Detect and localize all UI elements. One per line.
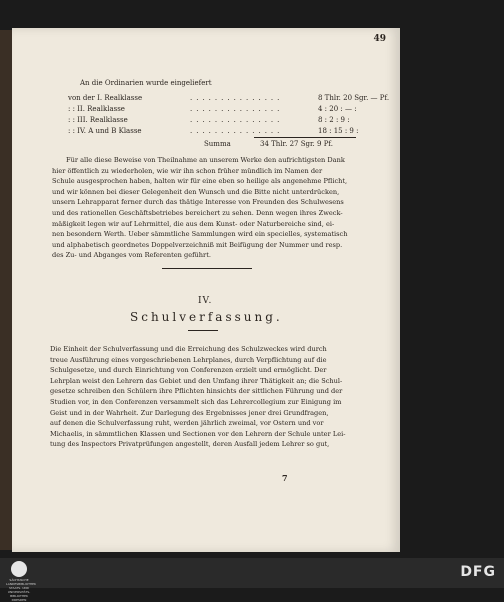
text-line: Michaelis, in sämmtlichen Klassen und Sectionen vor den Lehrern der Schule unter Lei- <box>50 429 346 438</box>
text-line: Geist und in der Wahrheit. Zur Darlegung des Ergebnisses jener drei Grundfragen, <box>50 408 329 417</box>
intro-line: An die Ordinarien wurde eingeliefert <box>80 79 212 87</box>
text-line: Die Einheit der Schulverfassung und die Erreichung des Schulzweckes wird durch <box>50 345 327 353</box>
section-number: IV. <box>198 296 213 306</box>
text-line: treue Ausführung eines vorgeschriebenen Lehrplanes, durch Verpflichtung auf die <box>50 355 327 364</box>
slub-logo[interactable] <box>6 560 37 602</box>
table-row <box>68 94 398 105</box>
leader-dots: ............... <box>190 105 284 113</box>
row-label: von der I. Realklasse <box>68 94 143 102</box>
page-number: 49 <box>373 34 386 44</box>
row-value: 18 : 15 : 9 : <box>318 127 359 135</box>
leader-dots: ............... <box>190 127 284 135</box>
book-spine <box>0 30 12 550</box>
row-label: : : II. Realklasse <box>68 105 125 113</box>
text-line: Lehrplan weist den Lehrern das Gebiet und den Umfang ihrer Thätigkeit an; die Schul- <box>50 376 343 385</box>
text-line: nen besondern Werth. Ueber sämmtliche Sammlungen wird ein specielles, systematisch <box>52 230 348 239</box>
text-line: des Zu- und Abganges vom Referenten geführt. <box>52 251 211 260</box>
row-label: : : IV. A und B Klasse <box>68 127 142 135</box>
text-line: Studien vor, in den Conferenzen versammelt sich das Lehrercollegium zur Einigung im <box>50 397 342 406</box>
signature-mark: 7 <box>282 473 288 483</box>
text-line: und des rationellen Geschäftsbetriebes bereichert zu sehen. Denn wegen ihres Zweck- <box>52 208 343 217</box>
paragraph-schulverfassung <box>50 344 386 450</box>
row-value: 4 : 20 : — : <box>318 105 357 113</box>
text-line: gesetze schreiben den Schülern ihre Pflichten hinsichts der sittlichen Führung und der <box>50 387 343 396</box>
title-underline <box>188 330 218 331</box>
text-line: tung des Inspectors Privatprüfungen angestellt, deren Ausfall jedem Lehrer so gut, <box>50 440 330 449</box>
section-title: Schulverfassung. <box>130 310 283 324</box>
text-line: auf denen die Schulverfassung ruht, werden jährlich zweimal, vor Ostern und vor <box>50 419 324 428</box>
text-line: mäßigkeit legen wir auf Lehrmittel, die aus dem Kunst- oder Naturbereiche sind, ei- <box>52 219 335 228</box>
summa-label: Summa <box>204 140 231 148</box>
row-value: 8 : 2 : 9 : <box>318 116 350 124</box>
row-value: 8 Thlr. 20 Sgr. — Pf. <box>318 94 390 102</box>
text-line: und wir können bei dieser Gelegenheit den Wunsch und die Bitte nicht unterdrücken, <box>52 187 340 196</box>
summa-value: 34 Thlr. 27 Sgr. 9 Pf. <box>260 140 333 148</box>
text-line: Für alle diese Beweise von Theilnahme an unserem Werke den aufrichtigsten Dank <box>66 156 345 164</box>
text-line: und alphabetisch geordnetes Doppelverzeichniß mit Beifügung der Nummer und resp. <box>52 240 343 249</box>
table-row <box>68 105 398 116</box>
text-line: hier öffentlich zu wiederholen, wie wir ihn schon früher mündlich im Namen der <box>52 166 323 175</box>
text-line: unsern Lehrapparat ferner durch das thätige Interesse von Freunden des Schulwesens <box>52 198 344 207</box>
slub-logo-text: SÄCHSISCHE LANDESBIBLIOTHEK STAATS- UND UNIVERSITÄTS- BIBLIOTHEK DRESDEN <box>6 578 37 602</box>
leader-dots: ............... <box>190 116 284 124</box>
leader-dots: ............... <box>190 94 284 102</box>
dfg-logo[interactable]: DFG <box>460 564 496 580</box>
table-row <box>68 116 398 127</box>
viewer-footer <box>0 558 504 602</box>
book-page <box>12 28 400 552</box>
sum-rule <box>254 137 356 138</box>
paragraph-thanks <box>52 155 386 261</box>
text-line: Schule ausgesprochen haben, halten wir für eine eben so heilige als angenehme Pflicht, <box>52 177 348 186</box>
slub-logo-icon <box>11 561 27 577</box>
section-divider <box>162 268 252 269</box>
text-line: Schulgesetze, und durch Einrichtung von Conferenzen erzielt und ermöglicht. Der <box>50 366 327 375</box>
row-label: : : III. Realklasse <box>68 116 128 124</box>
